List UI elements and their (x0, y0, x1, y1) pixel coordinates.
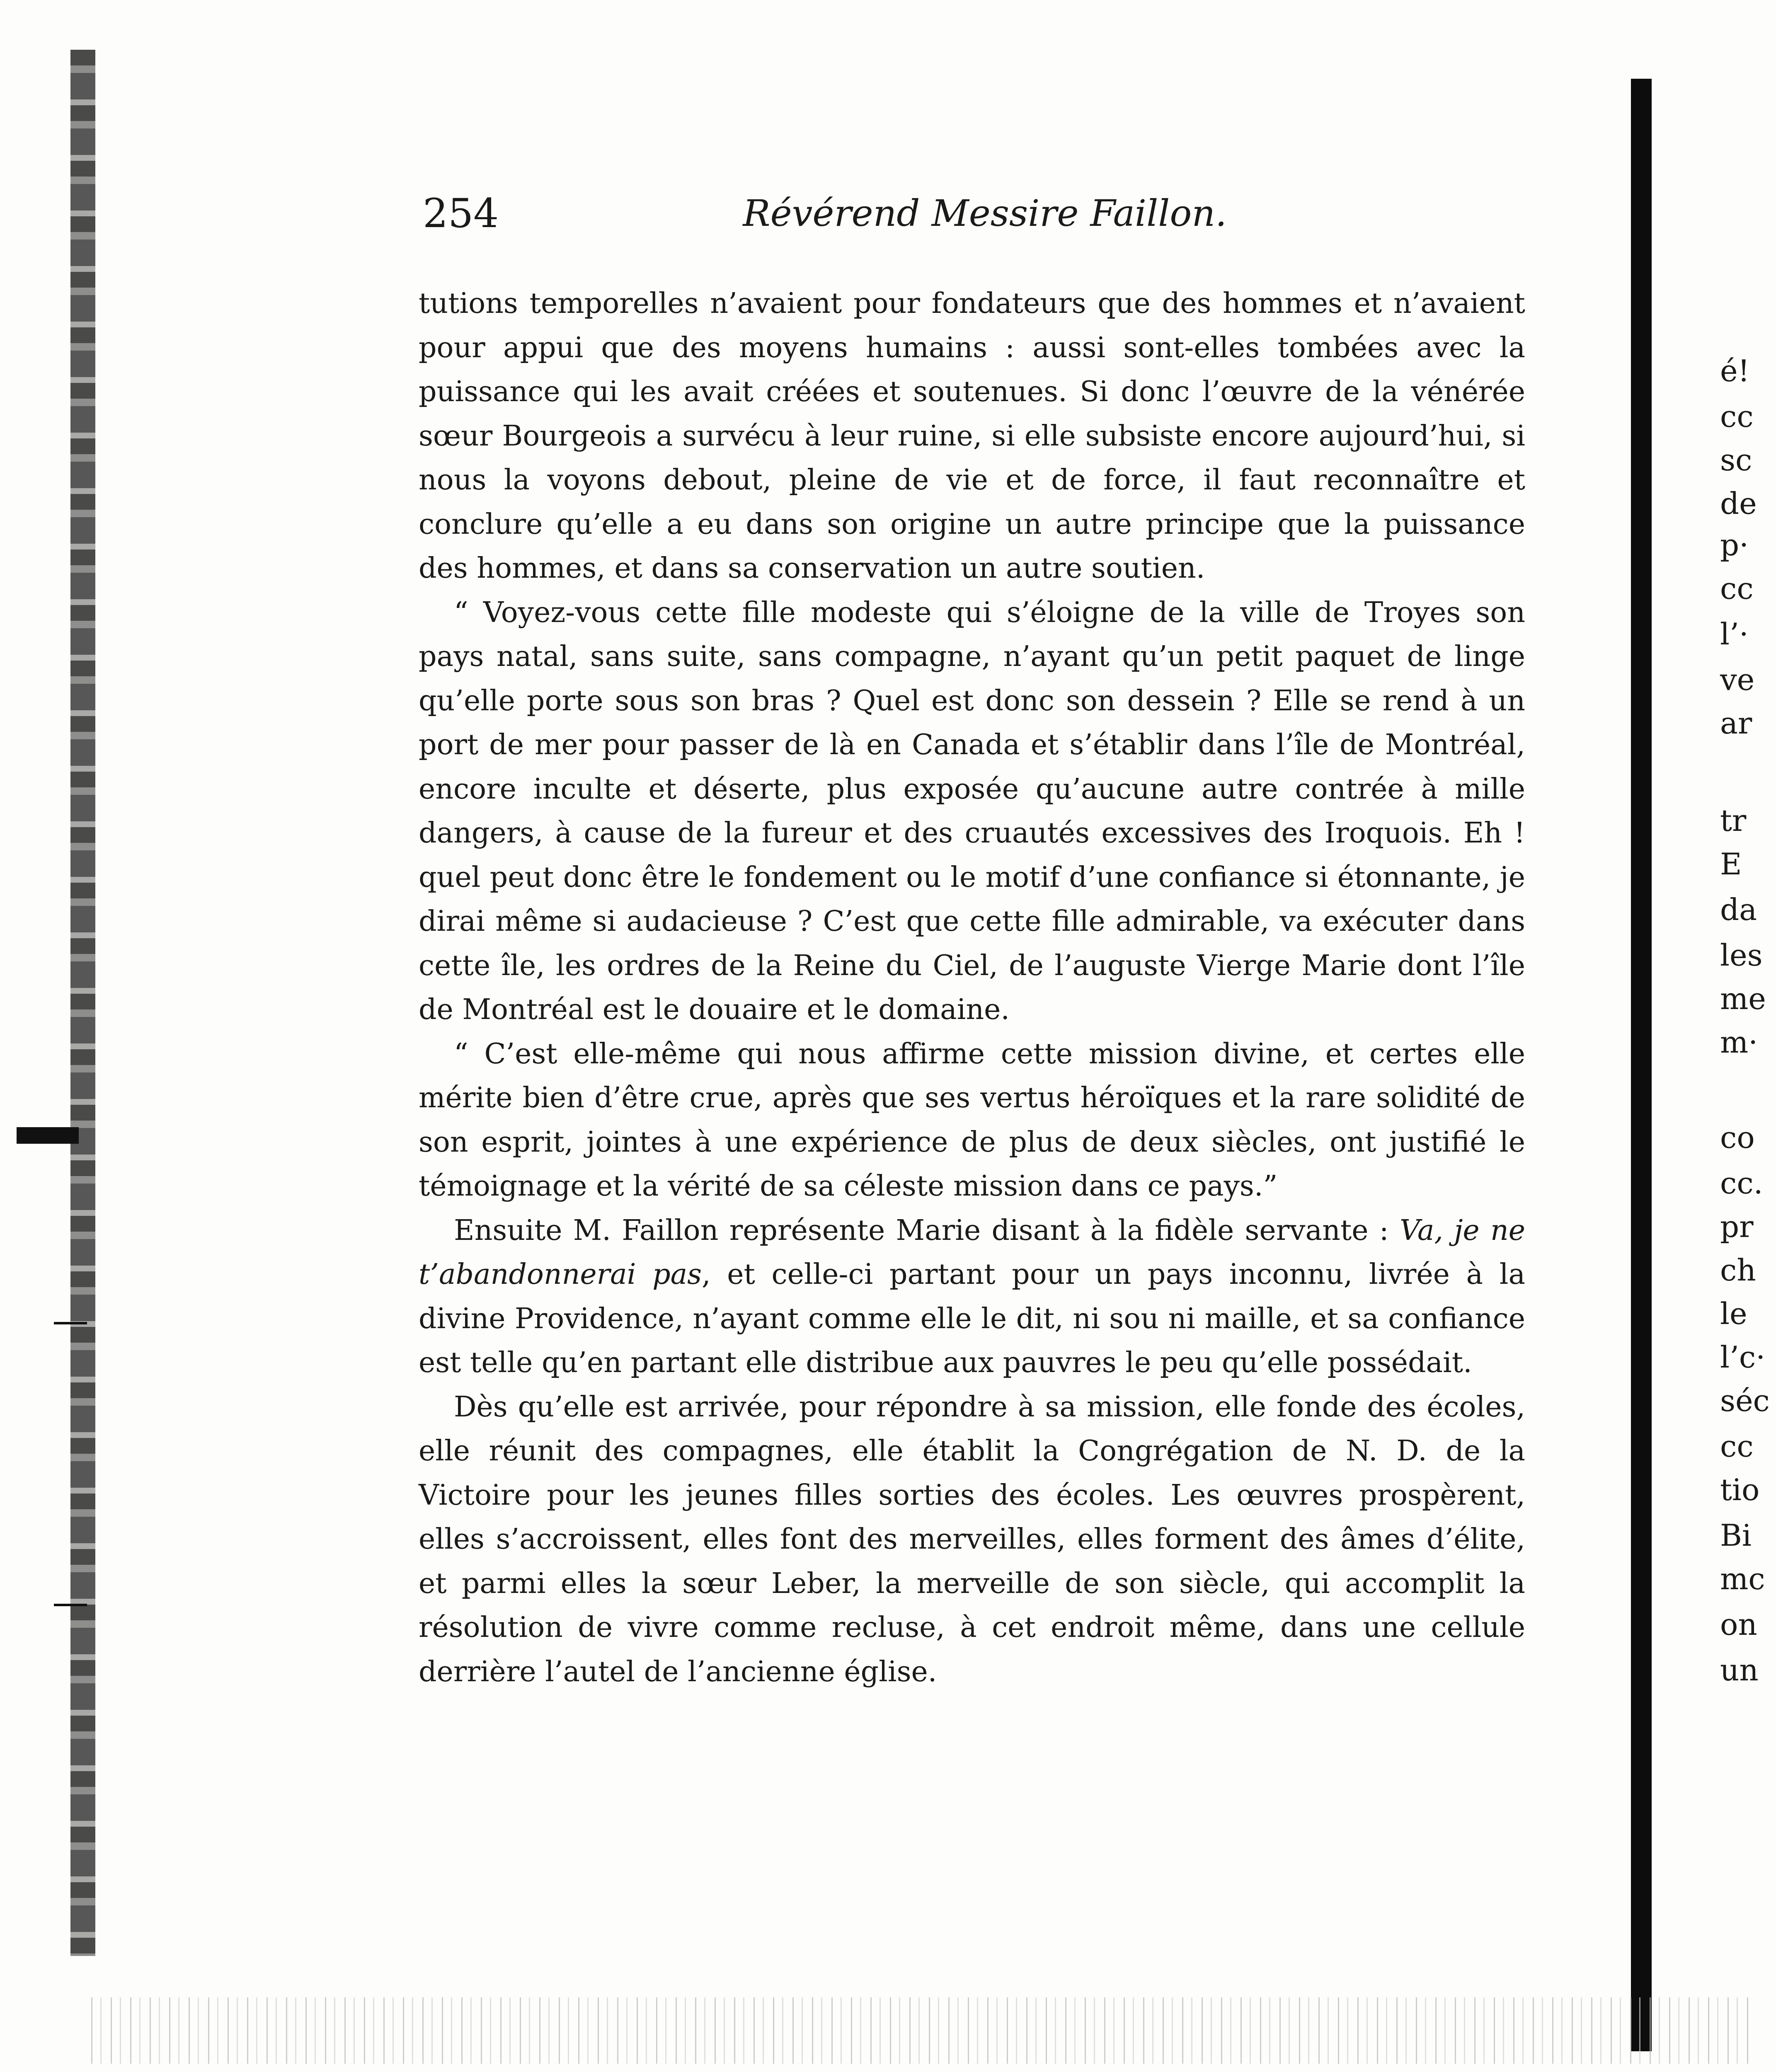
fragment-text: sc (1720, 443, 1752, 477)
paragraph (419, 282, 1525, 591)
fragment-text: l’· (1720, 617, 1749, 651)
page-header (423, 186, 1227, 240)
fragment-text: cc (1720, 399, 1754, 434)
paragraph (419, 1385, 1525, 1694)
body-text (419, 282, 1525, 1694)
fragment-text: les (1720, 938, 1763, 973)
fragment-text: ve (1720, 662, 1755, 697)
paragraph (419, 1209, 1525, 1385)
fragment-text: pr (1720, 1209, 1754, 1244)
fragment-text: tio (1720, 1472, 1760, 1507)
fragment-text: da (1720, 892, 1757, 927)
fragment-text: tr (1720, 803, 1747, 838)
italic-quote: Va, je ne t’abandonnerai pas (419, 1214, 1525, 1291)
fragment-text: Bi (1720, 1518, 1752, 1553)
fragment-text: p· (1720, 528, 1749, 562)
fragment-text: séc (1720, 1383, 1770, 1418)
binding-gutter (1631, 79, 1652, 2051)
fragment-text: mc (1720, 1561, 1765, 1596)
paragraph (419, 591, 1525, 1032)
text-run: “ C’est elle-même qui nous affirme cette mission divine, et certes elle mérite bien d’être crue, après que ses vertus héroïques et la rare solidité de son esprit, jointes à une expérience de plus de deux siècles, ont justifié le témoignage et la vérité de sa céleste mission dans ce pays.” (419, 1037, 1525, 1203)
fragment-text: un (1720, 1653, 1759, 1687)
fragment-text: ch (1720, 1253, 1756, 1288)
fragment-text: me (1720, 981, 1766, 1016)
scan-mark (54, 1604, 87, 1606)
adjacent-page-fragments (1720, 0, 1774, 2072)
text-run: Dès qu’elle est arrivée, pour répondre à sa mission, elle fonde des écoles, elle réunit des compagnes, elle établit la Congrégation de N. D. de la Victoire pour les jeunes filles sorties des écoles. Les œuvres prospèrent, elles s’accroissent, elles font des merveilles, elles forment des âmes d’élite, et parmi elles la sœur Leber, la merveille de son siècle, qui accomplit la résolution de vivre comme recluse, à cet endroit même, dans une cellule derrière l’autel de l’ancienne église. (419, 1390, 1525, 1688)
fragment-text: le (1720, 1296, 1747, 1331)
page-number: 254 (423, 190, 499, 237)
text-run: , et celle-ci partant pour un pays inconnu, livrée à la divine Providence, n’ayant comme elle le dit, ni sou ni maille, et sa confiance est telle qu’en partant elle distribue aux pauvres le peu qu’elle possédait. (419, 1258, 1525, 1379)
fragment-text: cc (1720, 571, 1754, 606)
scan-left-edge (70, 50, 95, 1956)
fragment-text: é! (1720, 353, 1750, 388)
fragment-text: cc (1720, 1429, 1754, 1464)
fragment-text: E (1720, 847, 1742, 881)
text-run: “ Voyez-vous cette fille modeste qui s’éloigne de la ville de Troyes son pays natal, sans suite, sans compagne, n’ayant qu’un petit paquet de linge qu’elle porte sous son bras ? Quel est donc son dessein ? Elle se rend à un port de mer pour passer de là en Canada et s’établir dans l’île de Montréal, encore inculte et déserte, plus exposée qu’aucune autre contrée à mille dangers, à cause de la fureur et des cruautés excessives des Iroquois. Eh ! quel peut donc être le fondement ou le motif d’une confiance si étonnante, je dirai même si audacieuse ? C’est que cette fille admirable, va exécuter dans cette île, les ordres de la Reine du Ciel, de l’auguste Vierge Marie dont l’île de Montréal est le douaire et le domaine. (419, 596, 1525, 1026)
fragment-text: ar (1720, 706, 1752, 741)
scan-mark (54, 1322, 87, 1324)
fragment-text: m· (1720, 1025, 1758, 1060)
running-title: Révérend Messire Faillon. (743, 192, 1227, 235)
fragment-text: cc. (1720, 1166, 1763, 1201)
fragment-text: co (1720, 1120, 1755, 1155)
fragment-text: de (1720, 486, 1757, 521)
text-run: tutions temporelles n’avaient pour fondateurs que des hommes et n’avaient pour appui que des moyens humains : aussi sont-elles tombées avec la puissance qui les avait créées et soutenues. Si donc l’œuvre de la vénérée sœur Bourgeois a survécu à leur ruine, si elle subsiste encore aujourd’hui, si nous la voyons debout, pleine de vie et de force, il faut reconnaître et conclure qu’elle a eu dans son origine un autre principe que la puissance des hommes, et dans sa conservation un autre soutien. (419, 287, 1525, 585)
paragraph (419, 1032, 1525, 1209)
fragment-text: on (1720, 1607, 1757, 1642)
scan-mark (17, 1127, 79, 1144)
fragment-text: l’c· (1720, 1340, 1766, 1375)
text-run: Ensuite M. Faillon représente Marie disant à la fidèle servante : (454, 1214, 1400, 1247)
scan-bottom-noise (91, 1997, 1749, 2064)
